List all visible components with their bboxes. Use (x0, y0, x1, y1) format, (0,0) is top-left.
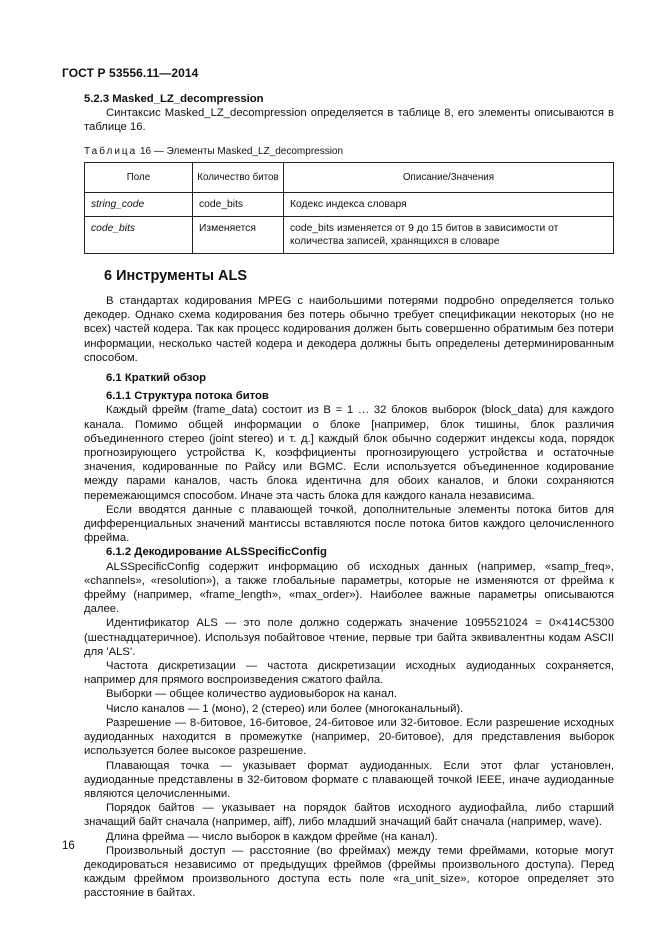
table-caption (84, 146, 343, 157)
table-cell-field: code_bits (85, 217, 193, 254)
table-cell-description: code_bits изменяется от 9 до 15 битов в зависимости от количества записей, хранящихся в словаре (284, 217, 614, 254)
section-5-2-3 (84, 92, 614, 135)
page-number: 16 (62, 840, 75, 852)
table-cell-bits: Изменяется (193, 217, 284, 254)
standard-header: ГОСТ Р 53556.11—2014 (62, 66, 199, 80)
section-6-paragraph: В стандартах кодирования MPEG с наибольшими потерями подробно определяется только декодер. Однако схема кодирования без потерь обычно требует спецификации некоторых (но не всех) частей кодера. Так как процесс кодирования должен быть совершенно обратимым без потери информации, несколько частей кодера и декодера должны быть определены детерминированным способом. (84, 295, 614, 364)
section-6-1-heading: 6.1 Краткий обзор (106, 372, 207, 385)
table-caption-prefix: Таблица (84, 146, 138, 157)
section-6-1-1-heading: 6.1.1 Структура потока битов (106, 390, 269, 403)
section-6-1-2-paragraph-5: Число каналов — 1 (моно), 2 (стерео) или более (многоканальный). (106, 702, 464, 715)
section-6-1-2-paragraph-6: Разрешение — 8-битовое, 16-битовое, 24-битовое или 32-битовое. Если разрешение исходных аудиоданных находится в промежутке (например, 20-битовое), для представления выборок используется более высокое разрешение. (84, 716, 614, 758)
table-cell-description: Кодекс индекса словаря (284, 193, 614, 217)
section-6-1-2-paragraph-1: ALSSpecificConfig содержит информацию об исходных данных (например, «samp_freq», «channels», «resolution»), а также глобальные параметры, которые не изменяются от фрейма к фрейму (например, «frame_length», «max_order»). Наиболее важные параметры описываются далее. (84, 560, 614, 616)
header-field: Поле (85, 163, 193, 193)
table-row (85, 217, 614, 254)
section-6-1-2-paragraph-7: Плавающая точка — указывает формат аудиоданных. Если этот флаг установлен, аудиоданные представлены в 32-битовом формате с плавающей точкой IEEE, иначе аудиоданные являются целочисленными. (84, 759, 614, 800)
section-5-2-3-heading: 5.2.3 Masked_LZ_decompression (84, 93, 264, 105)
section-6-1-2-paragraph-3: Частота дискретизации — частота дискретизации исходных аудиоданных сохраняется, например для прямого воспроизведения сжатого файла. (84, 660, 614, 687)
table-cell-field: string_code (85, 193, 193, 217)
section-6-1-2-paragraph-8: Порядок байтов — указывает на порядок байтов исходного аудиофайла, либо старший значащий байт сначала (например, aiff), либо младший значащий байт сначала (например, wave). (84, 802, 614, 829)
section-6-1-2-paragraph-10: Произвольный доступ — расстояние (во фреймах) между теми фреймами, которые могут декодироваться независимо от предыдущих фреймов (фреймы произвольного доступа). Перед каждым фреймом произвольного доступа есть поле «ra_unit_size», которое определяет это расстояние в байтах. (84, 844, 614, 900)
elements-table (84, 162, 614, 254)
section-6-1-2-paragraph-4: Выборки — общее количество аудиовыборок на канал. (106, 688, 397, 701)
table-caption-text: 16 — Элементы Masked_LZ_decompression (140, 146, 344, 157)
section-6-body (84, 294, 614, 901)
section-6-title: 6 Инструменты ALS (104, 268, 248, 284)
section-6-1-2-paragraph-2: Идентификатор ALS — это поле должно содержать значение 1095521024 = 0×414C5300 (шестнадцатеричное). Используя побайтовое чтение, первые три байта эквивалентны кодам ASCII для 'ALS'. (84, 617, 614, 658)
section-6-1-2-heading: 6.1.2 Декодирование ALSSpecificConfig (106, 546, 327, 559)
section-6-1-2-paragraph-9: Длина фрейма — число выборок в каждом фрейме (на канал). (106, 830, 438, 843)
section-6-1-1-paragraph-1: Каждый фрейм (frame_data) состоит из B = 1 … 32 блоков выборок (block_data) для каждого канала. Помимо общей информации о блоке [например, блок тишины, блок различия объединенного стерео (joint stereo) и т. д.] каждый блок обычно содержит индексы кода, порядок прогнозирующего устройства K, коэффициенты прогнозирующего устройства и остаточные значения, кодированные по Райсу или BGMC. Если используется объединенное кодирование между парами каналов, часть блока идентична для обоих каналов, и блоки сохраняются перемежающимся способом. Иначе эта часть блока для каждого канала независима. (84, 404, 614, 502)
table-header-row (85, 163, 614, 193)
header-bits: Количество битов (193, 163, 284, 193)
table-cell-bits: code_bits (193, 193, 284, 217)
section-5-2-3-paragraph: Синтаксис Masked_LZ_decompression определяется в таблице 8, его элементы описываются в таблице 16. (84, 107, 614, 134)
section-6-1-1-paragraph-2: Если вводятся данные с плавающей точкой, дополнительные элементы потока битов для дифференциальных значений мантиссы вставляются после потока битов каждого целочисленного фрейма. (84, 503, 614, 545)
header-description: Описание/Значения (284, 163, 614, 193)
table-row (85, 193, 614, 217)
